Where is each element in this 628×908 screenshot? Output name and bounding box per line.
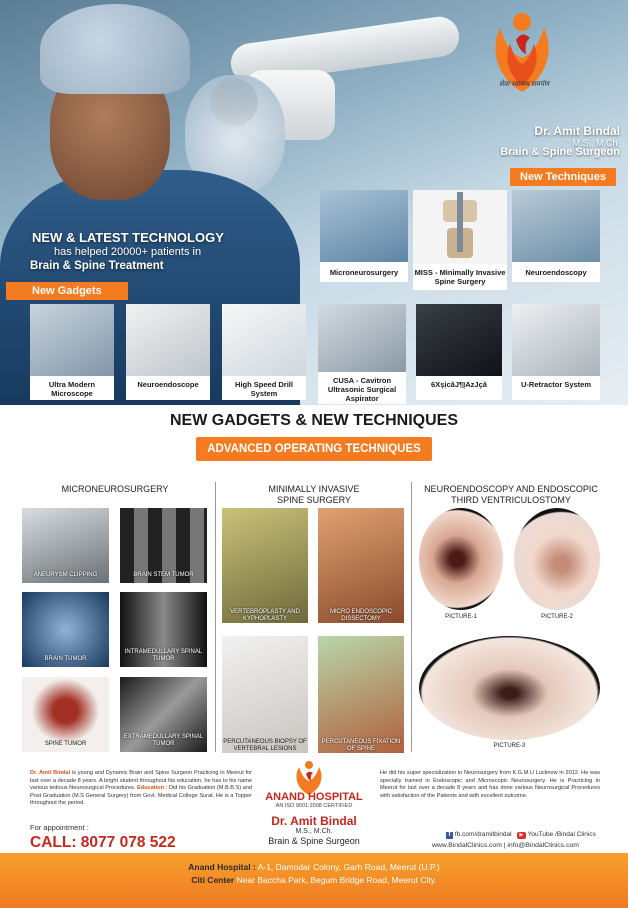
iso-certification: AN ISO 9001:2008 CERTIFIED (275, 803, 353, 809)
facebook-link[interactable]: fb.com/dramitbindal (454, 831, 512, 838)
technique-card (512, 190, 600, 282)
facebook-icon: f (446, 832, 453, 839)
tech-headline: NEW & LATEST TECHNOLOGY (32, 230, 224, 245)
technique-label: Neuroendoscopy (525, 268, 587, 277)
gadget-card (512, 304, 600, 400)
miss-column-title: MINIMALLY INVASIVE SPINE SURGERY (268, 484, 360, 505)
miss-tile (318, 508, 404, 623)
tile-caption: PICTURE-1 (445, 614, 477, 620)
technique-label: Microneurosurgery (329, 268, 399, 277)
technique-label: MISS - Minimally Invasive Spine Surgery (414, 268, 506, 286)
tile-caption: ANEURYSM CLIPPING (33, 572, 98, 578)
bio-right: He did his super specialization in Neurosurgery from K.G.M.U Lucknow in 2012. He was specially trained in Endoscopic and Microscopic Neurosurgery. He is Practicing in Meerut for last over a decade 8 years and has done various Neurosurgical Procedures with satisfaction of the Patients and with excellent outcome. (380, 770, 600, 799)
micro-tile (22, 677, 109, 752)
micro-tile (120, 508, 207, 583)
miss-tile (222, 636, 308, 753)
micro-tile (120, 592, 207, 667)
youtube-link[interactable]: YouTube /Bindal Clinics (527, 831, 596, 838)
call-number[interactable]: CALL: 8077 078 522 (30, 834, 176, 851)
gadget-label: U-Retractor System (520, 380, 592, 389)
tech-subline: has helped 20000+ patients in (54, 246, 202, 258)
footer-address-bar (0, 853, 628, 908)
tile-caption: PICTURE-3 (493, 743, 526, 749)
column-divider (215, 482, 216, 752)
doctor-degree: M.S., M.Ch. (572, 138, 620, 148)
logo-tagline: सेवा स्वास्थ्य समर्पण (498, 81, 550, 88)
endo-column-title: NEUROENDOSCOPY AND ENDOSCOPIC THIRD VENTRICULOSTOMY (424, 484, 598, 505)
footer-doctor-role: Brain & Spine Surgeon (268, 836, 360, 846)
tile-caption: PERCUTANEOUS BIOPSY OF VERTEBRAL LESIONS (223, 739, 307, 752)
doctor-role: Brain & Spine Surgeon (500, 146, 620, 158)
social-links (446, 831, 596, 839)
website-email[interactable]: www.BindalClinics.com | info@BindalClinics.com (432, 842, 579, 849)
tile-caption: VERTEBROPLASTY AND KYPHOPLASTY (230, 609, 300, 622)
micro-column-title: MICRONEUROSURGERY (61, 484, 169, 494)
tile-caption: SPINE TUMOR (44, 741, 87, 747)
gadget-label: CUSA - Cavitron Ultrasonic Surgical Aspirator (327, 376, 397, 403)
tile-caption: MICRO ENDOSCOPIC DISSECTOMY (329, 609, 392, 622)
column-divider (411, 482, 412, 752)
miss-tile (222, 508, 308, 623)
tile-caption: INTRAMEDULLARY SPINAL TUMOR (124, 649, 203, 662)
gadget-label: Ultra Modern Microscope (48, 380, 96, 398)
tech-subline-bold: Brain & Spine Treatment (30, 260, 164, 272)
gadget-card (416, 304, 502, 400)
main-heading: NEW GADGETS & NEW TECHNIQUES (169, 412, 458, 429)
footer-address-line-2: Citi Center Near Baccha Park, Begum Bridge Road, Meerut City. (191, 875, 437, 885)
endo-tile (514, 508, 600, 624)
technique-card (320, 190, 408, 282)
tile-caption: BRAIN STEM TUMOR (133, 572, 194, 578)
footer-doctor-degree: M.S., M.Ch. (295, 828, 333, 835)
tile-caption: PERCUTANEOUS FIXATION OF SPINE (321, 739, 401, 752)
new-gadgets-tag: New Gadgets (6, 282, 128, 300)
doctor-name: Dr. Amit Bindal (534, 124, 620, 138)
doctor-cap (40, 4, 190, 94)
appointment-label: For appointment : (30, 823, 89, 832)
youtube-icon: ▶ (517, 832, 526, 839)
gadget-label: 6XşịcăJ¶ĮAzJçă (431, 380, 487, 389)
footer-doctor-name: Dr. Amit Bindal (271, 814, 357, 828)
miss-tile (318, 636, 404, 753)
endo-tile (419, 508, 503, 624)
micro-tile (22, 508, 109, 583)
advanced-techniques-bar: ADVANCED OPERATING TECHNIQUES (196, 437, 432, 461)
footer-address-line-1: Anand Hospital : A-1, Damodar Colony, Garh Road, Meerut (U.P.) (188, 862, 440, 872)
hero-banner (0, 0, 628, 405)
bio-left: Dr. Amit Bindal is young and Dynamic Brain and Spine Surgeon Practicing in Meerut for last over a decade 8 years. A bright student throughout his education, he has to his name various tedious Neurosurgical Procedures. Education : Did his Graduation (M.B.B.S) and Post Graduation (M.S General Surgery) from Govt. Medical College Surat. He is a Topper throughout the period. (30, 770, 253, 806)
gadget-label: Neuroendoscope (137, 380, 199, 389)
gadget-card (126, 304, 210, 400)
hospital-name: ANAND HOSPITAL (265, 791, 363, 803)
gadget-card (30, 304, 114, 400)
tile-caption: BRAIN TUMOR (44, 656, 87, 662)
gadget-card (318, 304, 406, 404)
spine-diagram-icon (413, 190, 507, 264)
gadget-label: High Speed Drill System (235, 380, 293, 398)
technique-card (413, 190, 507, 290)
micro-tile (120, 677, 207, 752)
new-techniques-tag: New Techniques (510, 168, 616, 186)
gadget-card (222, 304, 306, 400)
tile-caption: EXTRAMEDULLARY SPINAL TUMOR (123, 734, 204, 747)
micro-tile (22, 592, 109, 667)
tile-caption: PICTURE-2 (541, 614, 573, 620)
endo-tile (419, 636, 600, 753)
